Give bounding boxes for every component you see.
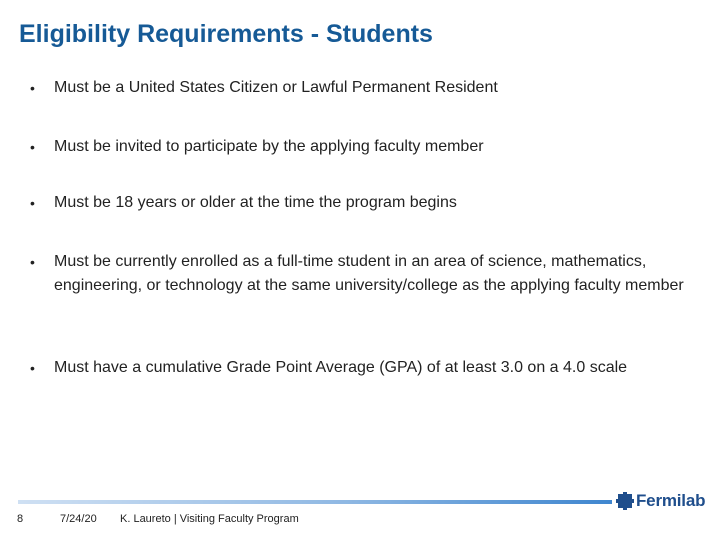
bullet-item: [30, 191, 710, 215]
bullet-text: Must be currently enrolled as a full-time student in an area of science, mathematics, engineering, or technology at the same university/college as the applying faculty member: [54, 253, 684, 294]
bullet-item: [30, 356, 710, 380]
bullet-text: Must be invited to participate by the applying faculty member: [54, 138, 484, 155]
bullet-text: Must have a cumulative Grade Point Average (GPA) of at least 3.0 on a 4.0 scale: [54, 359, 628, 376]
bullet-marker: •: [30, 360, 35, 376]
bullet-text: Must be a United States Citizen or Lawful Permanent Resident: [54, 79, 498, 96]
slide-title: Eligibility Requirements - Students: [19, 20, 433, 48]
footer-divider-bar: [18, 500, 612, 504]
footer-presenter: K. Laureto | Visiting Faculty Program: [120, 513, 299, 525]
fermilab-logo-text: Fermilab: [636, 491, 706, 510]
bullet-item: [30, 135, 710, 159]
bullet-marker: •: [30, 139, 35, 155]
bullet-marker: •: [30, 195, 35, 211]
bullet-marker: •: [30, 80, 35, 96]
page-number: 8: [17, 513, 24, 525]
bullet-marker: •: [30, 254, 35, 270]
bullet-item: [30, 250, 710, 298]
footer-date: 7/24/20: [60, 513, 97, 525]
fermilab-logo: [616, 490, 705, 512]
bullet-text: Must be 18 years or older at the time the program begins: [54, 194, 457, 211]
fermilab-logo-icon: [616, 492, 634, 510]
bullet-item: [30, 76, 710, 100]
